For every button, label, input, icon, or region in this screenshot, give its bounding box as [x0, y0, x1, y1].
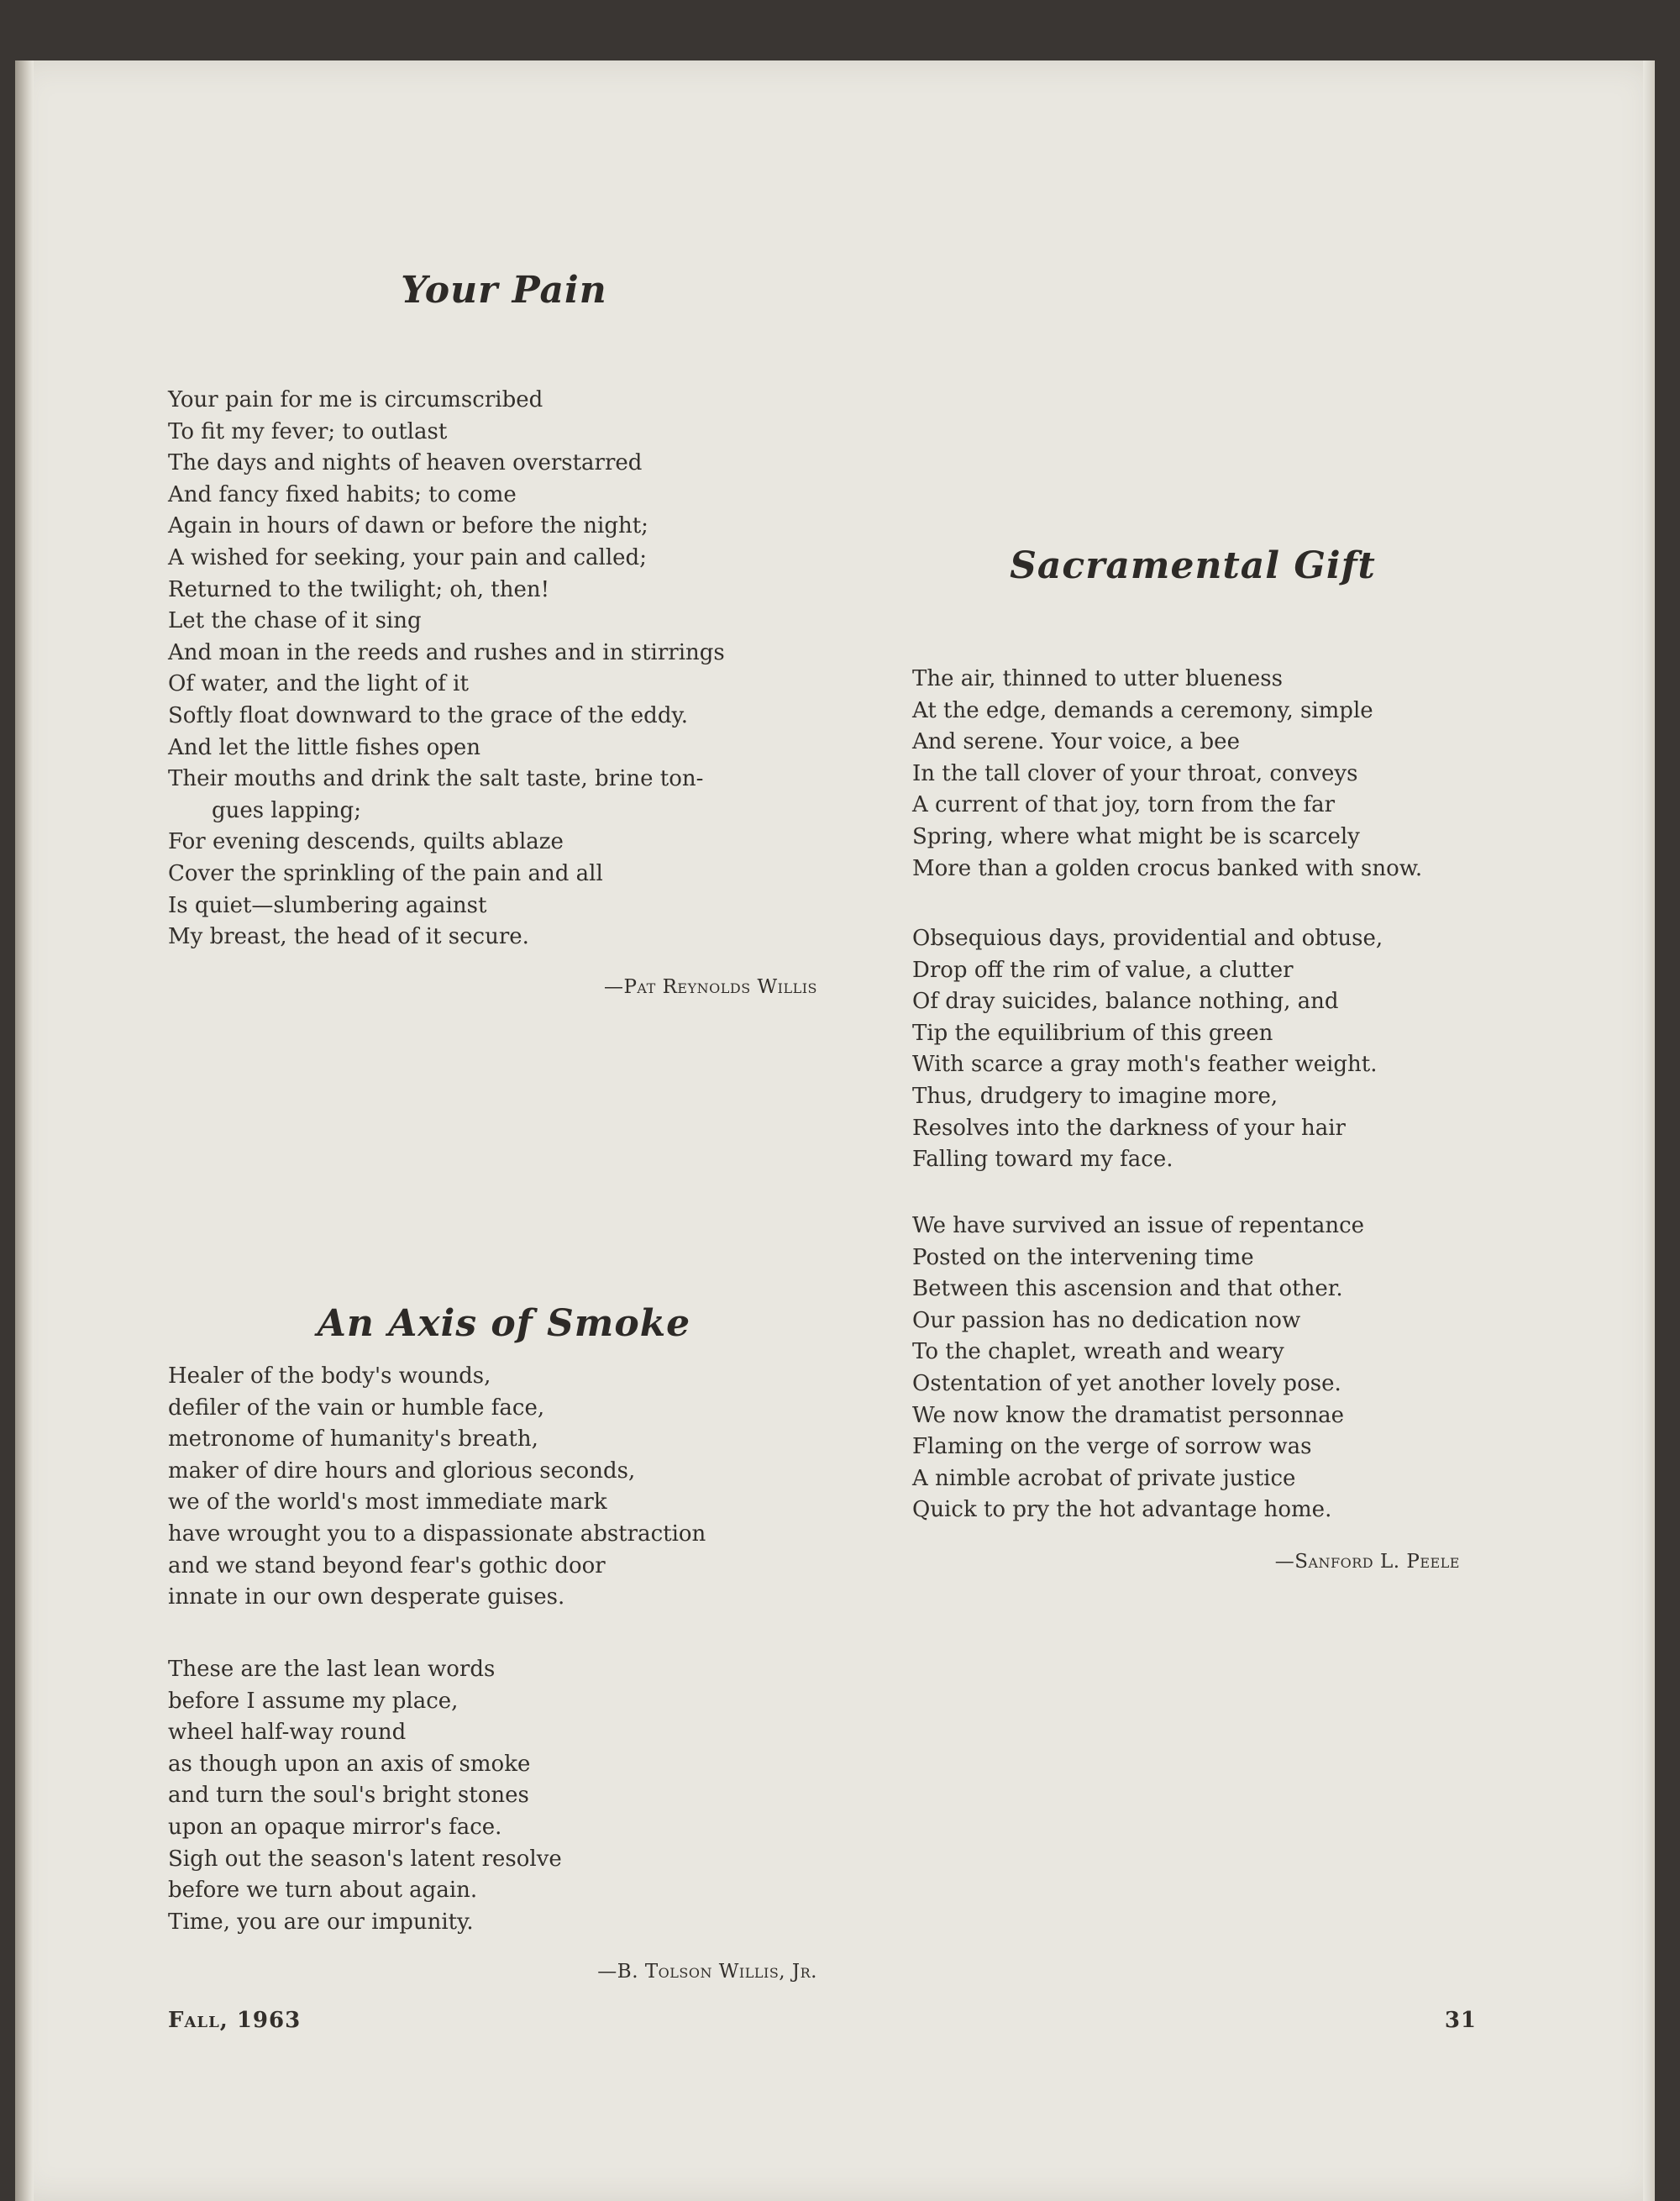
- poem-line: These are the last lean words: [168, 1657, 496, 1682]
- poem-line: Ostentation of yet another lovely pose.: [912, 1370, 1341, 1396]
- poem-line: A nimble acrobat of private justice: [912, 1465, 1296, 1491]
- poem-line: Is quiet—slumbering against: [168, 892, 487, 918]
- poem-author-sacramental-gift: —Sanford L. Peele: [1274, 1551, 1460, 1573]
- poem-line: My breast, the head of it secure.: [168, 924, 529, 950]
- poem-line: Obsequious days, providential and obtuse,: [912, 926, 1383, 951]
- poem-author-axis-of-smoke: —B. Tolson Willis, Jr.: [597, 1961, 817, 1983]
- poem-line: and we stand beyond fear's gothic door: [168, 1552, 606, 1579]
- poem-line: Drop off the rim of value, a clutter: [912, 957, 1294, 983]
- poem-line: We have survived an issue of repentance: [912, 1213, 1365, 1238]
- poem-line: wheel half-way round: [168, 1720, 407, 1746]
- poem-line: Tip the equilibrium of this green: [912, 1020, 1273, 1046]
- poem-line: Let the chase of it sing: [168, 608, 422, 634]
- poem-line: Posted on the intervening time: [912, 1244, 1254, 1270]
- poem-line: Time, you are our impunity.: [168, 1909, 474, 1935]
- poem-line: before we turn about again.: [168, 1878, 478, 1904]
- poem-line: A wished for seeking, your pain and called;: [168, 544, 647, 570]
- poem-sacramental-gift-stanza-3: [912, 1211, 1364, 1526]
- magazine-page: [15, 60, 1655, 2201]
- poem-line: More than a golden crocus banked with snow.: [912, 855, 1423, 881]
- poem-line: We now know the dramatist personnae: [912, 1402, 1345, 1428]
- poem-line: defiler of the vain or humble face,: [168, 1395, 545, 1421]
- poem-line: To fit my fever; to outlast: [168, 418, 448, 444]
- poem-line: and turn the soul's bright stones: [168, 1783, 529, 1809]
- poem-title-axis-of-smoke: An Axis of Smoke: [317, 1302, 691, 1345]
- footer-issue-date: Fall, 1963: [168, 2008, 302, 2033]
- poem-line: Resolves into the darkness of your hair: [912, 1115, 1346, 1141]
- poem-sacramental-gift-stanza-2: [912, 923, 1383, 1176]
- poem-line: Spring, where what might be is scarcely: [912, 823, 1360, 849]
- poem-line: And serene. Your voice, a bee: [912, 729, 1240, 755]
- poem-title-sacramental-gift: Sacramental Gift: [1010, 544, 1376, 587]
- poem-axis-of-smoke-stanza-1: [168, 1361, 706, 1614]
- poem-line: Softly float downward to the grace of the eddy.: [168, 702, 688, 728]
- poem-line: upon an opaque mirror's face.: [168, 1814, 502, 1840]
- poem-line: Of dray suicides, balance nothing, and: [912, 989, 1339, 1015]
- footer-page-number: 31: [1444, 2008, 1477, 2033]
- binding-gutter: [15, 60, 34, 2201]
- poem-line: Flaming on the verge of sorrow was: [912, 1434, 1312, 1460]
- poem-line: Sigh out the season's latent resolve: [168, 1846, 562, 1872]
- poem-line: At the edge, demands a ceremony, simple: [912, 697, 1373, 723]
- poem-author-your-pain: —Pat Reynolds Willis: [603, 976, 817, 998]
- poem-line: innate in our own desperate guises.: [168, 1584, 565, 1610]
- poem-line: as though upon an axis of smoke: [168, 1751, 531, 1777]
- poem-line: metronome of humanity's breath,: [168, 1426, 538, 1452]
- poem-line: And fancy fixed habits; to come: [168, 481, 517, 507]
- poem-line: gues lapping;: [212, 797, 361, 823]
- poem-line: Returned to the twilight; oh, then!: [168, 576, 550, 602]
- poem-line: Again in hours of dawn or before the night;: [168, 513, 648, 539]
- poem-line: Thus, drudgery to imagine more,: [912, 1083, 1278, 1109]
- poem-line: A current of that joy, torn from the far: [912, 792, 1336, 818]
- poem-line: Our passion has no dedication now: [912, 1307, 1301, 1333]
- poem-line: Between this ascension and that other.: [912, 1276, 1343, 1302]
- poem-line: For evening descends, quilts ablaze: [168, 829, 564, 855]
- poem-line: Quick to pry the hot advantage home.: [912, 1497, 1332, 1523]
- poem-line: And moan in the reeds and rushes and in stirrings: [168, 639, 725, 665]
- poem-line: maker of dire hours and glorious seconds,: [168, 1458, 636, 1484]
- poem-sacramental-gift-stanza-1: [912, 664, 1422, 885]
- poem-line: Your pain for me is circumscribed: [168, 387, 543, 412]
- poem-line: In the tall clover of your throat, conveys: [912, 760, 1358, 786]
- poem-axis-of-smoke-stanza-2: [168, 1654, 562, 1938]
- poem-line: And let the little fishes open: [168, 734, 481, 760]
- poem-line: Of water, and the light of it: [168, 671, 469, 697]
- poem-line: Healer of the body's wounds,: [168, 1363, 491, 1389]
- poem-line: The days and nights of heaven overstarred: [168, 450, 643, 476]
- poem-line: Falling toward my face.: [912, 1147, 1173, 1173]
- poem-line: To the chaplet, wreath and weary: [912, 1339, 1284, 1365]
- poem-title-your-pain: Your Pain: [401, 269, 607, 312]
- poem-line: With scarce a gray moth's feather weight.: [912, 1052, 1378, 1078]
- page-edge: [1643, 60, 1655, 2201]
- poem-line: before I assume my place,: [168, 1688, 459, 1714]
- poem-your-pain-body: [168, 385, 725, 953]
- poem-line: Their mouths and drink the salt taste, brine ton-: [168, 766, 704, 792]
- poem-line: we of the world's most immediate mark: [168, 1489, 607, 1515]
- poem-line: The air, thinned to utter blueness: [912, 666, 1283, 691]
- poem-line: Cover the sprinkling of the pain and all: [168, 860, 603, 886]
- poem-line: have wrought you to a dispassionate abstraction: [168, 1521, 706, 1547]
